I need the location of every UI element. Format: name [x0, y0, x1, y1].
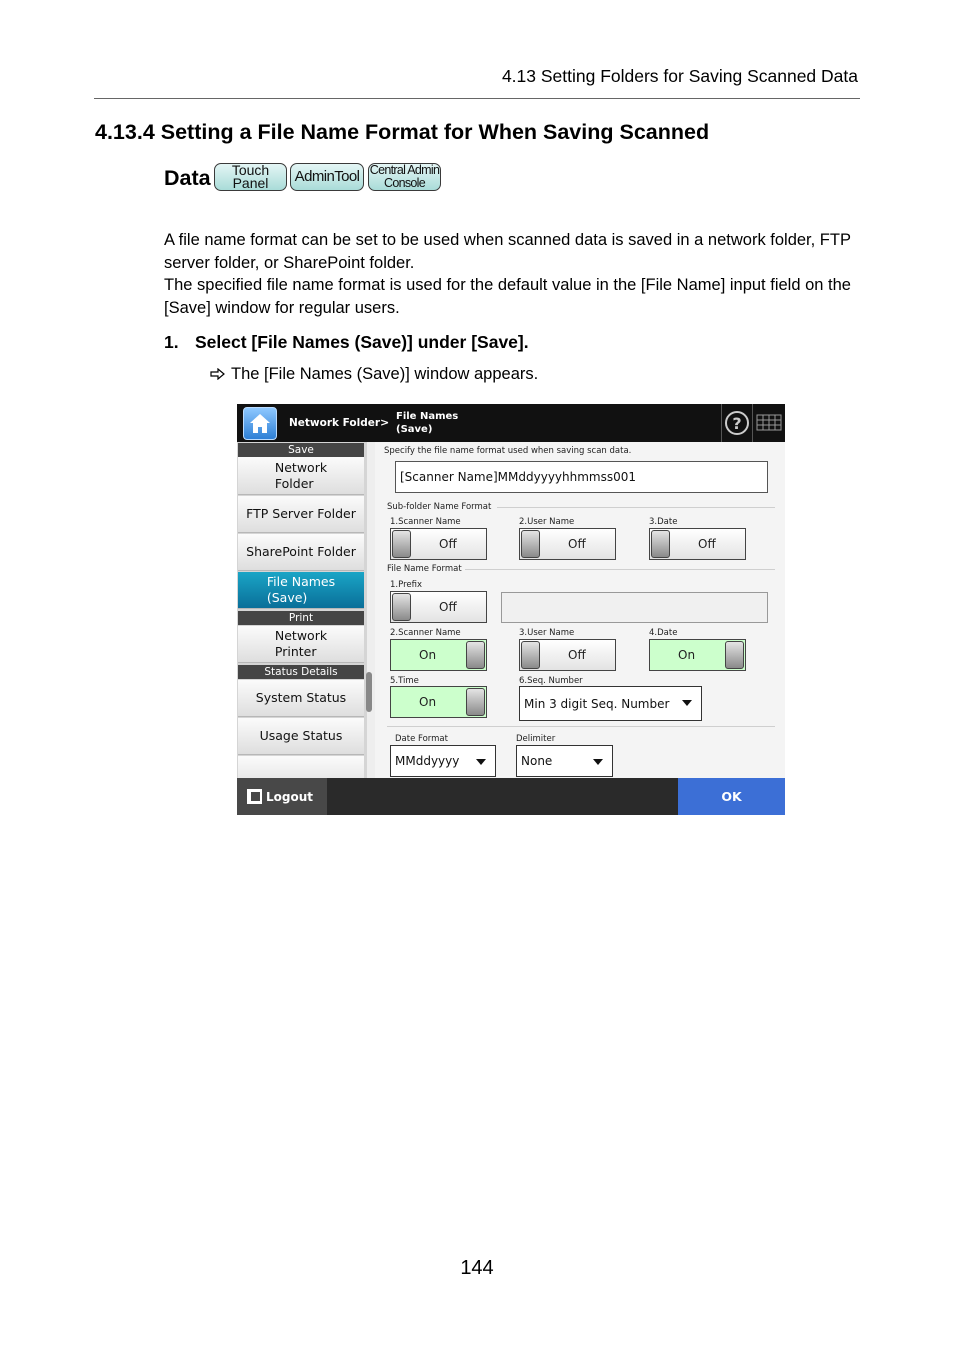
sidebar-item-usage-status[interactable]: [238, 718, 364, 755]
filename-time-label: 5.Time: [390, 676, 419, 686]
sidebar-item-network-printer[interactable]: [238, 626, 364, 663]
breadcrumb-network-folder[interactable]: Network Folder: [289, 417, 381, 429]
toggle-knob: [651, 530, 670, 558]
filename-date-label: 4.Date: [649, 628, 678, 638]
label-line: Network: [274, 628, 328, 643]
seq-number-dropdown[interactable]: [519, 686, 702, 721]
help-button[interactable]: [721, 404, 753, 442]
sidebar-item-sharepoint-folder[interactable]: [238, 534, 364, 571]
header-rule: [94, 98, 860, 99]
sidebar-item-label: FTP Server Folder: [246, 506, 356, 521]
settings-panel: [375, 442, 785, 778]
sidebar-item-label: SharePoint Folder: [246, 544, 356, 559]
filename-time-toggle[interactable]: [390, 686, 487, 718]
sidebar-header-status-details: Status Details: [238, 665, 364, 679]
dropdown-value: None: [521, 754, 553, 768]
subfolder-user-name-toggle[interactable]: [519, 528, 616, 560]
subfolder-format-header: Sub-folder Name Format: [387, 502, 492, 512]
sidebar-header-save: Save: [238, 443, 364, 457]
home-button[interactable]: [243, 407, 277, 440]
toggle-knob: [392, 593, 411, 621]
home-icon: [244, 408, 276, 439]
prefix-label: 1.Prefix: [390, 580, 423, 590]
sidebar-item-label: Usage Status: [259, 728, 343, 743]
toggle-knob: [521, 530, 540, 558]
filename-user-name-label: 3.User Name: [519, 628, 575, 638]
toggle-state: On: [678, 648, 696, 662]
label-line: Printer: [274, 644, 317, 659]
divider: [497, 507, 775, 508]
filename-scanner-name-label: 2.Scanner Name: [390, 628, 461, 638]
sidebar-item-system-status[interactable]: [238, 680, 364, 717]
divider: [387, 726, 775, 727]
ok-label: OK: [721, 789, 742, 804]
sidebar-item-file-names-save[interactable]: [238, 572, 364, 609]
toggle-state: Off: [568, 648, 586, 662]
dropdown-value: Min 3 digit Seq. Number: [524, 696, 670, 711]
label-line: Folder: [274, 475, 314, 491]
central-admin-console-badge: [368, 163, 441, 191]
sidebar-header-print: Print: [238, 611, 364, 625]
running-header: 4.13 Setting Folders for Saving Scanned Data: [501, 66, 858, 86]
label-line: File Names: [266, 574, 336, 589]
toggle-knob: [725, 641, 744, 669]
keyboard-button[interactable]: [753, 404, 785, 442]
breadcrumb-separator: >: [380, 416, 390, 429]
admin-tool-badge: AdminTool: [290, 163, 364, 191]
step-text: Select [File Names (Save)] under [Save].: [195, 332, 529, 352]
step-result-text: The [File Names (Save)] window appears.: [231, 365, 539, 383]
sidebar-item-label: [275, 628, 327, 660]
svg-text:?: ?: [732, 414, 742, 433]
date-format-label: Date Format: [395, 734, 448, 744]
seq-number-label: 6.Seq. Number: [519, 676, 583, 686]
section-title-continued: Data: [164, 166, 211, 190]
toggle-state: On: [419, 695, 437, 709]
file-name-format-field[interactable]: [Scanner Name]MMddyyyyhhmmss001: [395, 461, 768, 493]
step-1: [164, 332, 529, 353]
instruction-text: Specify the file name format used when saving scan data.: [384, 446, 632, 456]
date-format-dropdown[interactable]: [390, 745, 496, 777]
section-title: 4.13.4 Setting a File Name Format for When Saving Scanned: [95, 120, 710, 144]
delimiter-label: Delimiter: [516, 734, 556, 744]
bottom-bar: [237, 778, 785, 815]
filename-user-name-toggle[interactable]: [519, 639, 616, 671]
toggle-state: Off: [439, 600, 457, 614]
dropdown-value: MMddyyyy: [395, 754, 460, 768]
ok-button[interactable]: [678, 778, 785, 815]
subfolder-scanner-name-toggle[interactable]: [390, 528, 487, 560]
sidebar-item-network-folder[interactable]: [238, 457, 364, 495]
chevron-down-icon: [593, 759, 603, 765]
toggle-state: Off: [568, 537, 586, 551]
label-line: Network: [274, 459, 328, 475]
prefix-input[interactable]: [501, 592, 768, 623]
toggle-knob: [466, 641, 485, 669]
file-name-format-header: File Name Format: [387, 564, 465, 574]
logout-button[interactable]: [237, 778, 327, 815]
chevron-down-icon: [476, 759, 486, 765]
help-icon: [722, 404, 752, 442]
keyboard-icon: [753, 404, 785, 442]
sidebar: [237, 442, 367, 778]
logout-icon: [244, 778, 264, 815]
step-result: [210, 365, 538, 384]
toggle-state: Off: [439, 537, 457, 551]
breadcrumb-file-names: [396, 410, 458, 436]
badge-line: Touch: [231, 162, 270, 178]
file-names-save-window: [237, 404, 785, 815]
sidebar-item-ftp-server-folder[interactable]: [238, 496, 364, 533]
sidebar-item-label: [267, 574, 335, 606]
prefix-toggle[interactable]: [390, 591, 487, 623]
default-value-paragraph: The specified file name format is used for the default value in the [File Name] input field on the [Save] window for regular users.: [164, 276, 851, 317]
delimiter-dropdown[interactable]: [516, 745, 613, 777]
sidebar-item-label: [275, 460, 327, 492]
subfolder-scanner-name-label: 1.Scanner Name: [390, 517, 461, 527]
label-line: (Save): [266, 590, 308, 605]
badge-line: Console: [384, 175, 425, 190]
toggle-knob: [521, 641, 540, 669]
badge-line: Panel: [232, 174, 269, 191]
logout-label: Logout: [266, 790, 314, 804]
intro-paragraph: A file name format can be set to be used when scanned data is saved in a network folder, FTP server folder, or SharePoint folder.: [164, 231, 851, 272]
sidebar-scrollbar[interactable]: [366, 672, 372, 712]
result-arrow-icon: [210, 368, 226, 380]
toggle-state: Off: [698, 537, 716, 551]
subfolder-date-label: 3.Date: [649, 517, 678, 527]
title-bar: [237, 404, 785, 442]
sidebar-item-label: System Status: [255, 690, 347, 705]
step-number: 1.: [164, 332, 179, 352]
breadcrumb-line: (Save): [396, 424, 433, 435]
toggle-knob: [466, 688, 485, 716]
page-number: 144: [460, 1257, 494, 1279]
badge-line: Central Admin: [369, 163, 440, 177]
toggle-knob: [392, 530, 411, 558]
subfolder-user-name-label: 2.User Name: [519, 517, 575, 527]
subfolder-date-toggle[interactable]: [649, 528, 746, 560]
touch-panel-badge: [214, 163, 287, 191]
chevron-down-icon: [682, 700, 692, 706]
breadcrumb-line: File Names: [396, 411, 459, 422]
filename-scanner-name-toggle[interactable]: [390, 639, 487, 671]
toggle-state: On: [419, 648, 437, 662]
filename-date-toggle[interactable]: [649, 639, 746, 671]
